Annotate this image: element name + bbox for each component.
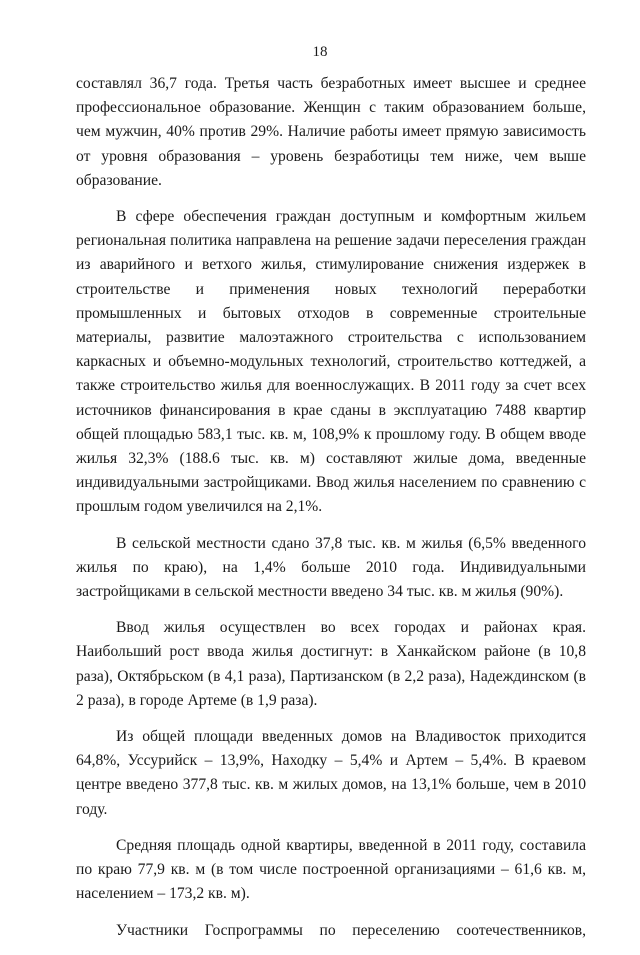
paragraph-average-area: Средняя площадь одной квартиры, введенной в 2011 году, составила по краю 77,9 кв. м (в том числе построенной организациями – 61,6 кв. м, населением – 173,2 кв. м). [76, 836, 586, 903]
paragraph-rural-housing: В сельской местности сдано 37,8 тыс. кв. м жилья (6,5% введенного жилья по краю), на 1,4% больше 2010 года. Индивидуальными застройщиками в сельской местности введено 34 тыс. кв. м жилья (90%). [76, 534, 586, 601]
document-body [76, 72, 586, 955]
page-number: 18 [312, 44, 328, 60]
paragraph-resettlement-program: Участники Госпрограммы по переселению соотечественников, [116, 921, 586, 939]
paragraph-housing-policy: В сфере обеспечения граждан доступным и комфортным жильем региональная политика направлена на решение задачи переселения граждан из аварийного и ветхого жилья, стимулирование снижения издержек в строительстве и применения новых технологий переработки промышленных и бытовых отходов в современные строительные материалы, развитие малоэтажного строительства с использованием каркасных и объемно-модульных технологий, строительство коттеджей, а также строительство жилья для военнослужащих. В 2011 году за счет всех источников финансирования в крае сданы в эксплуатацию 7488 квартир общей площадью 583,1 тыс. кв. м, 108,9% к прошлому году. В общем вводе жилья 32,3% (188.6 тыс. кв. м) составляют жилые дома, введенные индивидуальными застройщиками. Ввод жилья населением по сравнению с прошлым годом увеличился на 2,1%. [76, 208, 586, 516]
paragraph-housing-growth: Ввод жилья осуществлен во всех городах и районах края. Наибольший рост ввода жилья достигнут: в Ханкайском районе (в 10,8 раза), Октябрьском (в 4,1 раза), Партизанском (в 2,2 раза), Надеждинском (в 2 раза), в городе Артеме (в 1,9 раза). [76, 619, 586, 709]
paragraph-unemployment-education: составлял 36,7 года. Третья часть безработных имеет высшее и среднее профессиональное образование. Женщин с таким образованием больше, чем мужчин, 40% против 29%. Наличие работы имеет прямую зависимость от уровня образования – уровень безработицы тем ниже, чем выше образование. [76, 75, 586, 189]
paragraph-city-shares: Из общей площади введенных домов на Владивосток приходится 64,8%, Уссурийск – 13,9%, Находку – 5,4% и Артем – 5,4%. В краевом центре введено 377,8 тыс. кв. м жилых домов, на 13,1% больше, чем в 2010 году. [76, 728, 586, 818]
